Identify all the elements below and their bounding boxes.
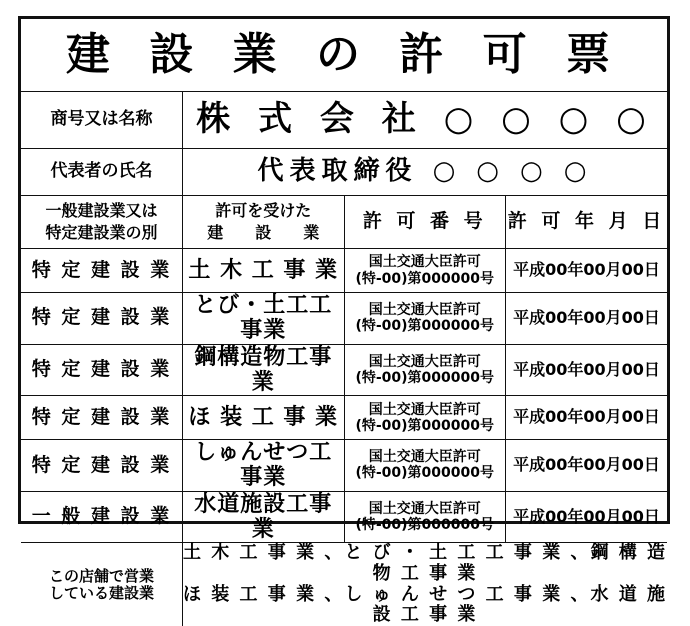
- row-number: [344, 440, 506, 492]
- row-date: 平成00年00月00日: [506, 440, 668, 492]
- representative-row: [21, 149, 667, 196]
- footer-label-line2: している建設業: [48, 583, 154, 602]
- representative-value: 代表取締役 ○ ○ ○ ○: [183, 149, 668, 196]
- row-number-line1: 国土交通大臣許可: [368, 401, 481, 418]
- row-date: 平成00年00月00日: [506, 491, 668, 543]
- row-number: [344, 344, 506, 396]
- permit-table: [21, 19, 667, 626]
- row-number-line1: 国土交通大臣許可: [368, 302, 481, 319]
- header-type-line1: 一般建設業又は: [45, 201, 158, 221]
- row-number-line2: (特-00)第000000号: [355, 465, 495, 482]
- header-type: [21, 196, 183, 249]
- company-row: [21, 92, 667, 149]
- table-row: [21, 344, 667, 396]
- row-type: 特 定 建 設 業: [21, 440, 183, 492]
- header-number: 許 可 番 号: [344, 196, 506, 249]
- row-business: 土 木 工 事 業: [183, 249, 345, 293]
- footer-value-line1: 土 木 工 事 業 、と び ・ 土 工 工 事 業 、鋼 構 造 物 工 事 業: [183, 542, 667, 585]
- row-type: 特 定 建 設 業: [21, 344, 183, 396]
- page-title: 建 設 業 の 許 可 票: [21, 19, 667, 92]
- header-business: [183, 196, 345, 249]
- row-number: [344, 396, 506, 440]
- row-number-line2: (特-00)第000000号: [355, 417, 495, 434]
- row-number: [344, 491, 506, 543]
- row-number-line2: (特-00)第000000号: [355, 318, 495, 335]
- row-number: [344, 249, 506, 293]
- row-business: 水道施設工事業: [183, 491, 345, 543]
- row-number: [344, 293, 506, 345]
- row-business: ほ 装 工 事 業: [183, 396, 345, 440]
- row-number-line1: 国土交通大臣許可: [368, 353, 481, 370]
- table-row: [21, 293, 667, 345]
- header-row: [21, 196, 667, 249]
- row-number-line1: 国土交通大臣許可: [368, 449, 481, 466]
- header-business-line2: 建 設 業: [207, 223, 320, 242]
- company-label: 商号又は名称: [21, 92, 183, 149]
- footer-label: [21, 543, 183, 626]
- row-date: 平成00年00月00日: [506, 293, 668, 345]
- footer-value-line2: ほ 装 工 事 業 、し ゅ ん せ つ 工 事 業 、水 道 施 設 工 事 業: [183, 583, 667, 626]
- construction-permit-sign: [18, 16, 670, 626]
- row-business: 鋼構造物工事業: [183, 344, 345, 396]
- row-business: とび・土工工事業: [183, 293, 345, 345]
- table-row: [21, 249, 667, 293]
- footer-label-line1: この店舗で営業: [48, 566, 154, 585]
- company-value: 株 式 会 社 ○ ○ ○ ○: [183, 92, 668, 149]
- row-type: 特 定 建 設 業: [21, 249, 183, 293]
- row-type: 特 定 建 設 業: [21, 396, 183, 440]
- row-number-line1: 国土交通大臣許可: [368, 500, 481, 517]
- row-date: 平成00年00月00日: [506, 249, 668, 293]
- table-row: [21, 491, 667, 543]
- row-number-line2: (特-00)第000000号: [355, 517, 495, 534]
- representative-label: 代表者の氏名: [21, 149, 183, 196]
- table-row: [21, 440, 667, 492]
- row-number-line1: 国土交通大臣許可: [368, 254, 481, 271]
- header-date: 許 可 年 月 日: [506, 196, 668, 249]
- footer-row: [21, 543, 667, 626]
- row-number-line2: (特-00)第000000号: [355, 270, 495, 287]
- row-date: 平成00年00月00日: [506, 344, 668, 396]
- title-row: [21, 19, 667, 92]
- row-business: しゅんせつ工事業: [183, 440, 345, 492]
- row-number-line2: (特-00)第000000号: [355, 369, 495, 386]
- row-type: 特 定 建 設 業: [21, 293, 183, 345]
- row-type: 一 般 建 設 業: [21, 491, 183, 543]
- footer-value: [183, 543, 668, 626]
- header-type-line2: 特定建設業の別: [45, 223, 158, 242]
- header-business-line1: 許可を受けた: [215, 201, 312, 221]
- row-date: 平成00年00月00日: [506, 396, 668, 440]
- table-row: [21, 396, 667, 440]
